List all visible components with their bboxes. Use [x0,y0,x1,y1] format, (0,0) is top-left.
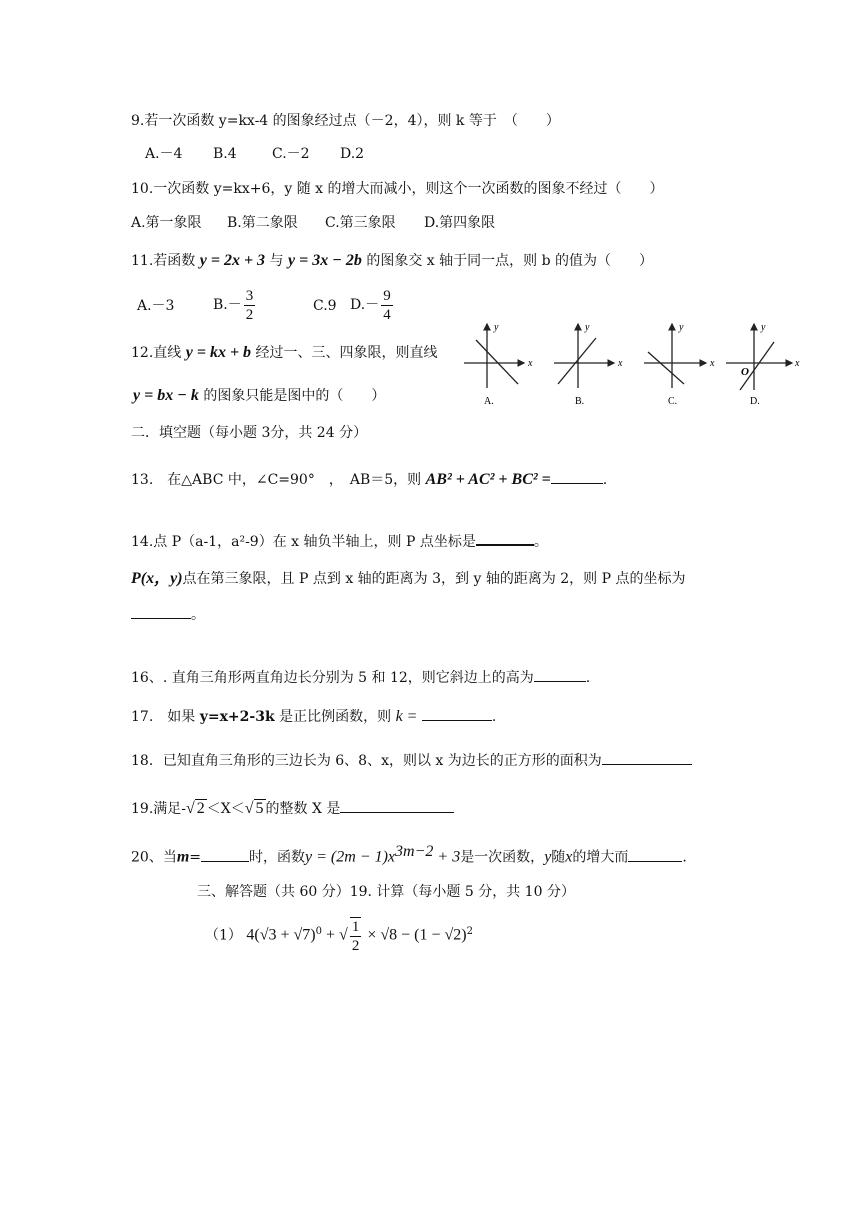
q19-suffix: 的整数 X 是 [265,801,341,817]
q14-suffix: 。 [533,534,548,550]
q16-text: 16、. 直角三角形两直角边长分别为 5 和 12，则它斜边上的高为 [131,670,534,686]
question-15 [131,569,686,589]
q17-k: k = [395,708,418,725]
question-11-option-a: A.－3 [137,298,175,314]
question-11-option-b [213,286,257,324]
q20-function-tail: + 3 [433,848,461,866]
q14-text: 14.点 P（a-1，a²-9）在 x 轴负半轴上，则 P 点坐标是 [131,534,476,550]
q20-answer-blank-2[interactable] [628,847,682,862]
graph-b-label: B. [575,396,585,407]
graph-d [726,322,800,407]
question-16 [131,667,590,688]
q13-suffix: . [602,472,608,488]
q16-suffix: . [585,670,591,686]
question-9-option-d: D.2 [340,146,365,162]
q20-function: y = (2m − 1)x [305,848,396,866]
calc1-frac-num: 1 [351,918,360,935]
question-10-option-d: D.第四象限 [424,215,496,231]
q11-opt-d-label: D.－ [350,297,380,313]
graph-c-label: C. [668,396,678,407]
q18-text: 18．已知直角三角形的三边长为 6、8、x，则以 x 为边长的正方形的面积为 [131,753,602,769]
calc-1: （1） $4(√3 + √7)^0$ + √ $\frac{1}{2}$ × $√8 - (1 - √2)^2$ [205,918,473,954]
question-9-option-a: A.－4 [145,146,183,162]
calc1-label: （1） [205,927,242,944]
graph-d-label: D. [750,396,760,407]
q12-eq2: y = bx − k [133,387,199,404]
q11-opt-d-num: 9 [383,287,391,304]
q12-prefix: 12.直线 [131,345,182,361]
q16-answer-blank[interactable] [534,667,586,682]
graph-d-origin-label: O [741,366,749,378]
graph-b-y-label: y [585,322,590,333]
q20-tail2: 随 [551,849,566,866]
question-10-option-b: B.第二象限 [227,215,298,231]
q20-answer-blank-1[interactable] [201,847,249,862]
question-10-stem: 10.一次函数 y=kx+6，y 随 x 的增大而减小，则这个一次函数的图象不经过（ ） [131,181,664,197]
q20-suffix: . [682,849,687,866]
q20-y: y [544,848,552,866]
question-10-option-a: A.第一象限 [131,215,202,231]
graph-c [644,322,715,407]
q13-answer-blank[interactable] [551,469,603,484]
question-13 [131,469,607,490]
q15-point: P(x，y) [131,570,183,587]
q19-sqrt-2: √ 2 [186,800,205,817]
section-3-heading: 三、解答题（共 60 分）19. 计算（每小题 5 分，共 10 分） [197,884,575,900]
graph-c-y-label: y [679,322,684,333]
q18-answer-blank[interactable] [602,750,692,765]
question-20 [131,842,687,868]
q13-expression: AB² + AC² + BC² = [425,471,551,488]
q11-opt-d-den: 4 [383,306,391,323]
graph-b-x-label: x [618,358,623,369]
q19-radicand-1: 2 [196,800,205,817]
calc1-expr-b-exp: 2 [466,926,473,937]
question-9-stem: 9.若一次函数 y=kx-4 的图象经过点（－2，4），则 k 等于 （ ） [131,113,560,129]
graph-d-x-label: x [795,358,800,369]
calc1-expr-b: × √8 − (1 − √2) [363,926,467,944]
q19-mid: ＜X＜ [206,801,245,817]
q11-opt-b-den: 2 [245,306,254,323]
graph-a-label: A. [484,396,494,407]
graph-c-x-label: x [710,358,715,369]
question-15-answer-line [131,604,205,625]
calc1-expr-a-exp: 0 [315,926,322,937]
q20-eq-sign: = [189,849,202,866]
question-12-line1 [131,343,438,363]
question-18 [131,750,692,771]
q19-radicand-2: 5 [255,800,264,817]
q20-exponent: 3m−2 [395,843,434,860]
q15-answer-blank[interactable] [131,604,191,619]
q14-answer-blank[interactable] [476,530,534,546]
q11-mid: 与 [269,253,284,269]
calc1-fraction [350,917,362,955]
q17-mid: 是正比例函数，则 [279,709,392,725]
q20-m: m [176,848,190,866]
calc1-expr-a: 4(√3 + √7) [246,926,316,944]
q11-prefix: 11.若函数 [131,253,196,269]
q17-prefix: 17. 如果 [131,709,196,725]
question-9-option-b: B.4 [213,146,237,162]
q15-suffix: 。 [191,607,205,623]
q11-opt-b-num: 3 [245,287,254,304]
q11-eq1: y = 2x + 3 [199,252,266,269]
q12-graphs-figure [458,318,810,410]
graph-a [464,322,533,407]
question-19 [131,798,454,819]
graph-d-y-label: y [761,322,766,333]
q11-opt-b-fraction [244,287,256,324]
q17-suffix: . [491,709,497,725]
q11-opt-b-label: B.－ [213,297,242,313]
question-11-option-d [350,286,395,324]
q11-opt-d-fraction [381,287,393,324]
q12-suffix2: 的图象只能是图中的（ ） [203,388,386,404]
q15-text: 点在第三象限，且 P 点到 x 轴的距离为 3，到 y 轴的距离为 2，则 P 点的坐标为 [182,571,686,587]
graph-a-y-label: y [494,322,499,333]
q20-prefix: 20、当 [131,849,177,866]
q17-equation: y=x+2-3k [199,709,275,725]
question-9-option-c: C.－2 [272,146,310,162]
calc1-frac-den: 2 [351,937,360,954]
question-10-option-c: C.第三象限 [325,215,396,231]
question-11-option-c: C.9 [313,298,337,314]
q13-prefix: 13. 在△ABC 中，∠C=90° ， AB＝5，则 [131,472,422,488]
q19-prefix: 19.满足- [131,801,186,817]
q20-x: x [565,848,573,866]
q19-sqrt-5: √ 5 [244,800,264,817]
section-2-heading: 二．填空题（每小题 3分，共 24 分） [131,425,368,441]
graph-a-x-label: x [528,358,533,369]
q19-answer-blank[interactable] [340,798,454,813]
q11-eq2: y = 3x − 2b [287,252,362,269]
q20-tail3: 的增大而 [572,849,629,866]
q17-answer-blank[interactable] [422,706,492,721]
q12-suffix1: 经过一、三、四象限，则直线 [255,345,438,361]
question-11-stem [131,251,653,271]
q11-suffix: 的图象交 x 轴于同一点，则 b 的值为（ ） [366,253,654,269]
graph-b [554,322,623,407]
calc1-plus: + [322,926,340,944]
question-12-line2 [133,386,385,406]
q12-eq1: y = kx + b [185,344,252,361]
q20-mid: 时，函数 [249,849,306,866]
question-14 [131,530,548,552]
q20-tail: 是一次函数， [460,849,545,866]
question-17 [131,706,496,727]
